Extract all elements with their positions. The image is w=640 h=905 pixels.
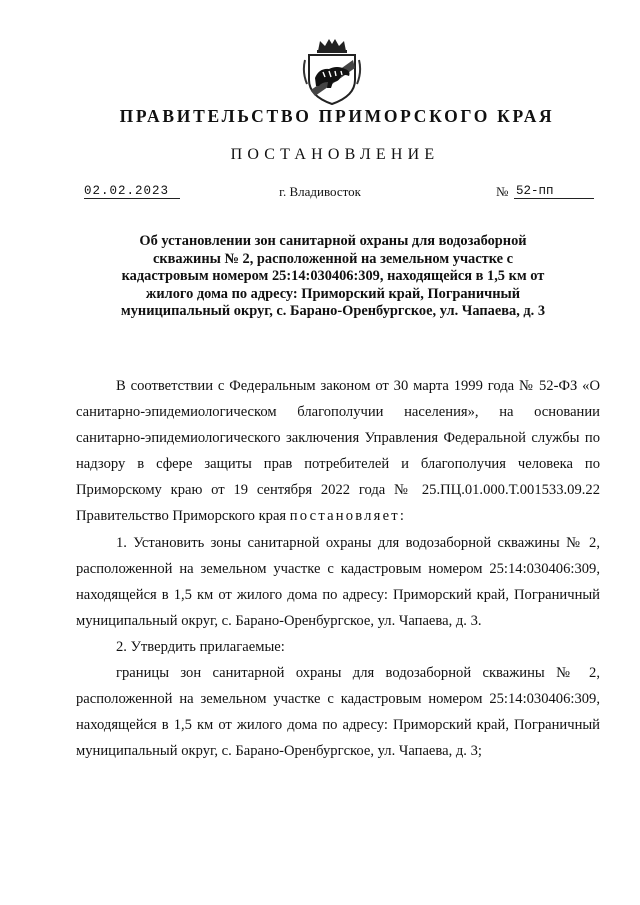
document-number: 52-пп <box>514 184 594 199</box>
item-2a: границы зон санитарной охраны для водозаборной скважины № 2, расположенной на земельном участке с кадастровым номером 25:14:030406:309, находящейся в 1,5 км от жилого дома по адресу: Приморский край, Пограничный муниципальный округ, с. Барано-Оренбургское, ул. Чапаева, д. 3; <box>76 665 600 760</box>
government-title: ПРАВИТЕЛЬСТВО ПРИМОРСКОГО КРАЯ <box>119 106 555 126</box>
decree-word: постановляет: <box>289 508 407 525</box>
number-sign: № <box>496 184 509 199</box>
document-city: г. Владивосток <box>279 184 361 199</box>
preamble-text: В соответствии с Федеральным законом от 30 марта 1999 года № 52-ФЗ «О санитарно-эпидемиологическом благополучии населения», на основании санитарно-эпидемиологического заключения Управления Федеральной службы по надзору в сфере защиты прав потребителей и благополучия человека по Приморскому краю от 19 сентября 2022 года № 25.ПЦ.01.000.Т.001533.09.22 Правительство Приморского края <box>76 378 600 525</box>
document-subject: Об установлении зон санитарной охраны для водозаборной скважины № 2, расположенной на земельном участке с кадастровым номером 25:14:030406:309, находящейся в 1,5 км от жилого дома по адресу: Приморский край, Пограничный муниципальный округ, с. Барано-Оренбургское, ул. Чапаева, д. 3 <box>120 233 546 320</box>
preamble-paragraph <box>76 373 600 530</box>
document-date: 02.02.2023 <box>84 184 180 199</box>
document-kind: ПОСТАНОВЛЕНИЕ <box>230 146 440 163</box>
document-body <box>76 373 600 764</box>
item-1: 1. Установить зоны санитарной охраны для водозаборной скважины № 2, расположенной на земельном участке с кадастровым номером 25:14:030406:309, находящейся в 1,5 км от жилого дома по адресу: Приморский край, Пограничный муниципальный округ, с. Барано-Оренбургское, ул. Чапаева, д. 3. <box>76 534 600 629</box>
coat-of-arms-emblem <box>301 38 363 106</box>
item-2: 2. Утвердить прилагаемые: <box>116 638 285 655</box>
